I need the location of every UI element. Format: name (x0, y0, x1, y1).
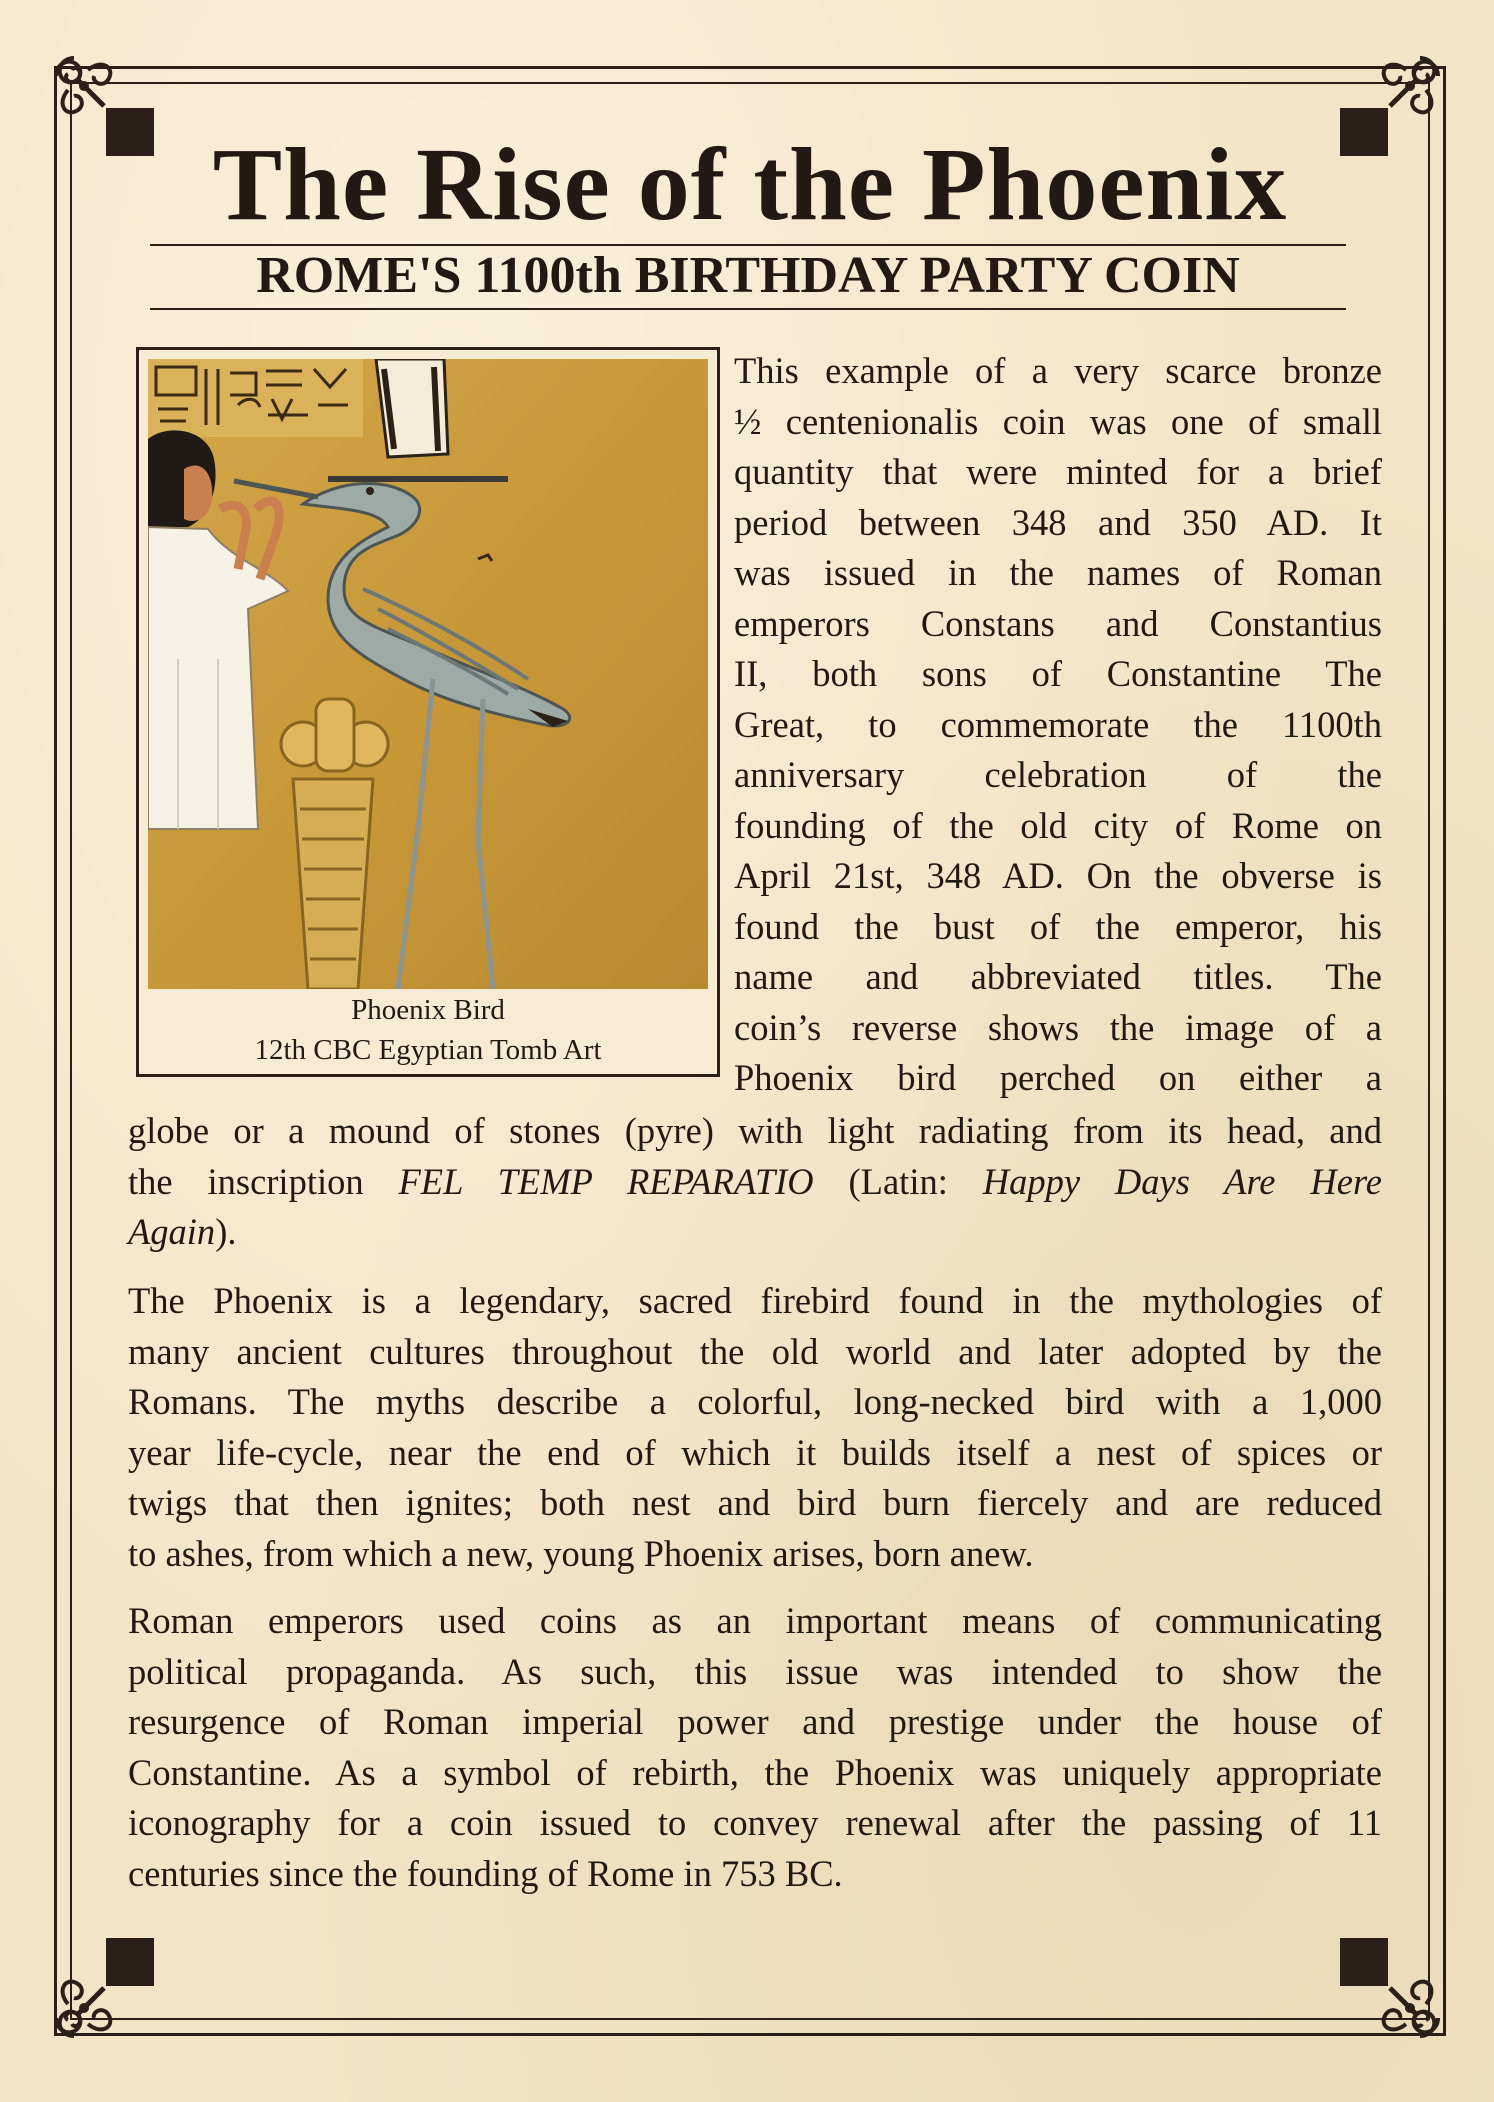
text-line: The Phoenix is a legendary, sacred firebird found in the mythologies of (128, 1280, 1382, 1321)
text-line: resurgence of Roman imperial power and prestige under the house of (128, 1701, 1382, 1742)
text-line: many ancient cultures throughout the old world and later adopted by the (128, 1330, 1382, 1372)
page-title: The Rise of the Phoenix (212, 127, 1288, 242)
latin-translation: Happy Days Are Here (982, 1160, 1382, 1202)
figure-caption-title: Phoenix Bird (351, 994, 505, 1026)
text-line: Romans. The myths describe a colorful, long-necked bird with a 1,000 (128, 1381, 1382, 1422)
text-line: founding of the old city of Rome on (734, 804, 1382, 846)
paragraph-3 (128, 1596, 1382, 1899)
paragraph-1-side-text (734, 346, 1382, 1104)
text-line: twigs that then ignites; both nest and bird burn fiercely and are reduced (128, 1482, 1382, 1523)
text-line: political propaganda. As such, this issue was intended to show the (128, 1650, 1382, 1692)
text-line-inscription (128, 1157, 1382, 1208)
fleur-de-lis-corner-icon (1340, 1938, 1450, 2048)
text-line: quantity that were minted for a brief (734, 451, 1382, 492)
text-fragment: the inscription (128, 1160, 399, 1202)
text-line: Phoenix bird perched on either a (734, 1057, 1382, 1098)
figure-caption (139, 990, 717, 1070)
text-line: This example of a very scarce bronze (734, 350, 1382, 391)
text-line: to ashes, from which a new, young Phoenix arises, born anew. (128, 1532, 1034, 1574)
egyptian-tomb-art-image (148, 359, 708, 989)
figure-caption-source: 12th CBC Egyptian Tomb Art (254, 1034, 602, 1066)
paragraph-1-continuation (128, 1106, 1382, 1258)
text-line: period between 348 and 350 AD. It (734, 501, 1382, 543)
text-line: name and abbreviated titles. The (734, 956, 1382, 997)
text-line: April 21st, 348 AD. On the obverse is (734, 855, 1382, 896)
text-line: Constantine. As a symbol of rebirth, the Phoenix was uniquely appropriate (128, 1751, 1382, 1793)
paragraph-2 (128, 1276, 1382, 1579)
text-line: ½ centenionalis coin was one of small (734, 400, 1382, 442)
phoenix-figure (136, 347, 720, 1077)
text-line: year life-cycle, near the end of which it builds itself a nest of spices or (128, 1431, 1382, 1473)
latin-translation: Again (128, 1211, 216, 1252)
fleur-de-lis-corner-icon (44, 1938, 154, 2048)
text-line: globe or a mound of stones (pyre) with light radiating from its head, and (128, 1110, 1382, 1151)
text-line: was issued in the names of Roman (734, 552, 1382, 593)
text-fragment: (Latin: (813, 1160, 983, 1202)
text-line: II, both sons of Constantine The (734, 653, 1382, 694)
text-line: Great, to commemorate the 1100th (734, 703, 1382, 745)
text-line: found the bust of the emperor, his (734, 905, 1382, 947)
page-subtitle: ROME'S 1100th BIRTHDAY PARTY COIN (256, 247, 1240, 304)
text-line: emperors Constans and Constantius (734, 602, 1382, 644)
text-line: centuries since the founding of Rome in 753 BC. (128, 1852, 843, 1894)
text-line: coin’s reverse shows the image of a (734, 1006, 1382, 1048)
text-line: iconography for a coin issued to convey renewal after the passing of 11 (128, 1802, 1382, 1843)
title-rule-bottom (150, 308, 1346, 310)
latin-inscription: FEL TEMP REPARATIO (398, 1160, 814, 1202)
text-line: anniversary celebration of the (734, 754, 1382, 795)
text-fragment: ). (215, 1211, 237, 1252)
text-line: Roman emperors used coins as an important means of communicating (128, 1600, 1382, 1641)
text-line (128, 1207, 1382, 1258)
